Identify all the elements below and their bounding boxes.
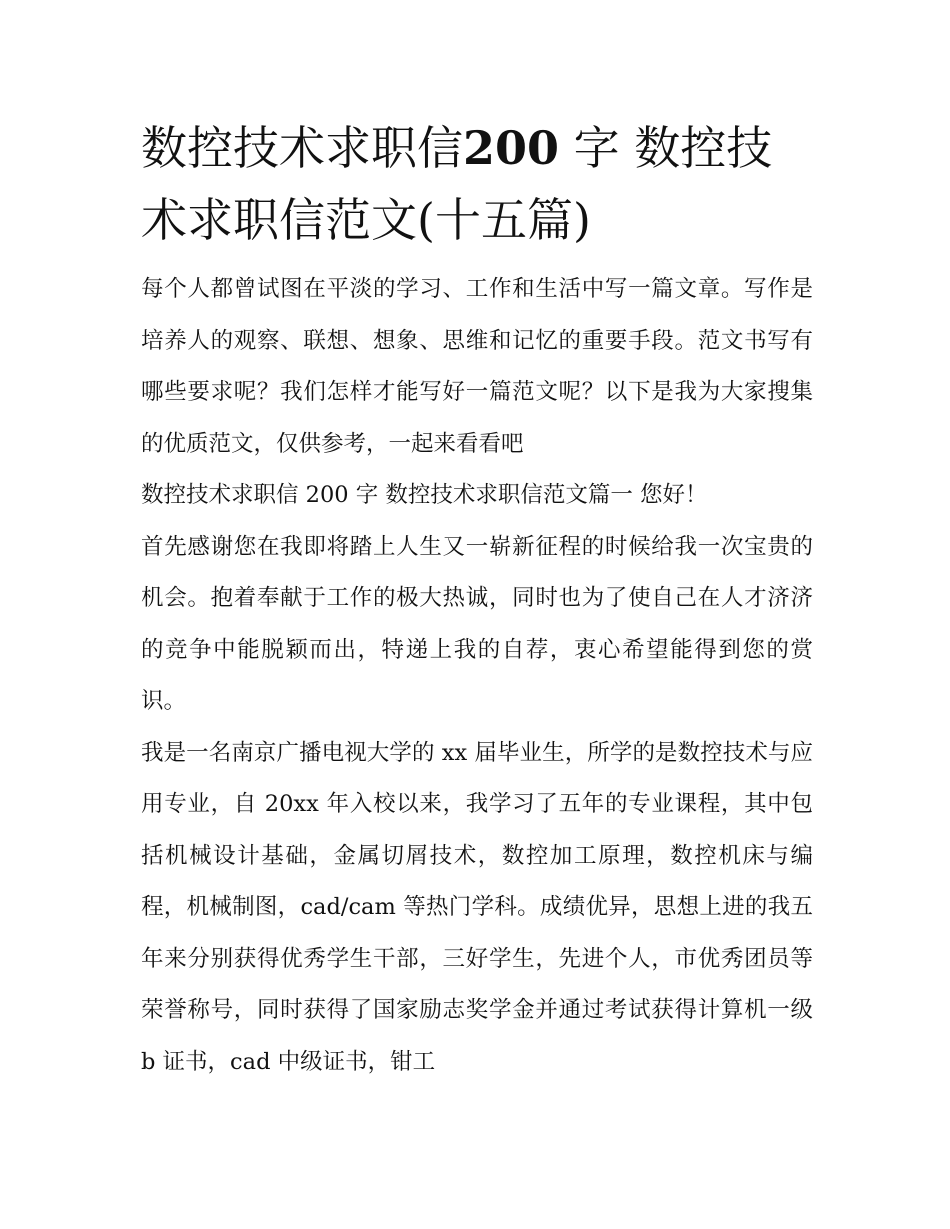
paragraph-background: 我是一名南京广播电视大学的 xx 届毕业生，所学的是数控技术与应用专业，自 20xx 年入校以来，我学习了五年的专业课程，其中包括机械设计基础，金属切屑技术，数控加工原理，数控机床与编程，机械制图，cad/cam 等热门学科。成绩优异，思想上进的我五年来分别获得优秀学生干部，三好学生，先进个人，市优秀团员等荣誉称号，同时获得了国家励志奖学金并通过考试获得计算机一级 b 证书，cad 中级证书，钳工 <box>141 739 813 1075</box>
title-text-part2: 字 数控技术求职信范文(十五篇) <box>141 121 773 247</box>
paragraph-intro: 每个人都曾试图在平淡的学习、工作和生活中写一篇文章。写作是培养人的观察、联想、想象、思维和记忆的重要手段。范文书写有哪些要求呢？我们怎样才能写好一篇范文呢？以下是我为大家搜集的优质范文，仅供参考，一起来看看吧 <box>141 276 813 457</box>
paragraph-heading-letter-one: 数控技术求职信 200 字 数控技术求职信范文篇一 您好！ <box>141 482 708 508</box>
document-title <box>141 112 813 256</box>
document-content <box>141 112 813 1088</box>
title-number: 200 <box>463 121 560 175</box>
title-text-part1: 数控技术求职信 <box>141 121 463 175</box>
paragraph-gratitude: 首先感谢您在我即将踏上人生又一崭新征程的时候给我一次宝贵的机会。抱着奉献于工作的极大热诚，同时也为了使自己在人才济济的竞争中能脱颖而出，特递上我的自荐，衷心希望能得到您的赏识。 <box>141 533 813 714</box>
